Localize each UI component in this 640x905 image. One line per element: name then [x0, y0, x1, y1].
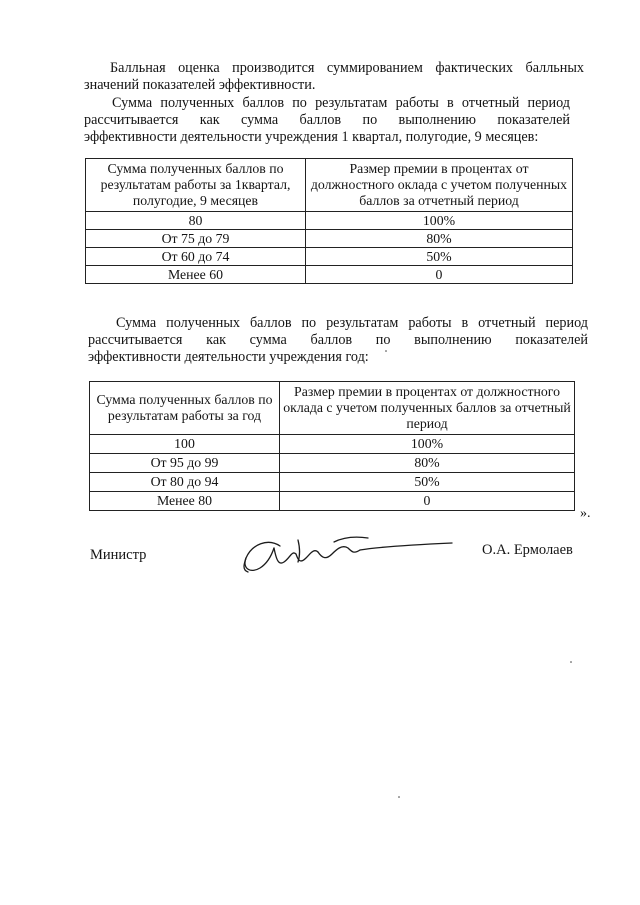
- scan-speck: [398, 796, 400, 798]
- annual-bonus-table: [89, 381, 575, 511]
- table-cell: 80%: [280, 454, 575, 473]
- table-cell: 100%: [306, 212, 573, 230]
- paragraph-line: Балльная оценка производится суммированием фактических балльных: [110, 60, 584, 76]
- signatory-title: Министр: [90, 547, 147, 563]
- table-row: [86, 212, 573, 230]
- table-cell: Менее 60: [86, 266, 306, 284]
- paragraph-quarterly-sum: [84, 95, 570, 146]
- table-cell: От 80 до 94: [90, 473, 280, 492]
- table-row: [90, 454, 575, 473]
- table-header-cell: Размер премии в процентах от должностного оклада с учетом полученных баллов за отчетный период: [280, 382, 575, 435]
- table-cell: 50%: [280, 473, 575, 492]
- table-cell: 80: [86, 212, 306, 230]
- table-cell: 100%: [280, 435, 575, 454]
- paragraph-annual-sum: [88, 315, 588, 366]
- table-row: [86, 230, 573, 248]
- table-cell: 80%: [306, 230, 573, 248]
- paragraph-line: рассчитывается как сумма баллов по выполнению показателей: [88, 332, 588, 348]
- paragraph-line: рассчитывается как сумма баллов по выполнению показателей: [84, 112, 570, 128]
- table-header-row: [86, 159, 573, 212]
- table-row: [90, 473, 575, 492]
- closing-quote-mark: ».: [580, 506, 591, 521]
- table-cell: 100: [90, 435, 280, 454]
- scan-speck: [570, 661, 572, 663]
- paragraph-line: Сумма полученных баллов по результатам работы в отчетный период: [116, 315, 588, 331]
- table-cell: 0: [280, 492, 575, 511]
- table-cell: 0: [306, 266, 573, 284]
- table-row: [86, 248, 573, 266]
- quarterly-bonus-table: [85, 158, 573, 284]
- handwritten-signature: [238, 528, 458, 580]
- table-cell: От 95 до 99: [90, 454, 280, 473]
- table-cell: От 75 до 79: [86, 230, 306, 248]
- signatory-name: О.А. Ермолаев: [482, 542, 573, 558]
- table-cell: От 60 до 74: [86, 248, 306, 266]
- table-row: [90, 435, 575, 454]
- table-header-cell: Сумма полученных баллов по результатам работы за год: [90, 382, 280, 435]
- table-cell: Менее 80: [90, 492, 280, 511]
- table-header-row: [90, 382, 575, 435]
- paragraph-scoring-method: [84, 60, 584, 94]
- paragraph-line: эффективности деятельности учреждения 1 квартал, полугодие, 9 месяцев:: [84, 129, 539, 145]
- table-header-cell: Размер премии в процентах от должностного оклада с учетом полученных баллов за отчетный период: [306, 159, 573, 212]
- paragraph-line: Сумма полученных баллов по результатам работы в отчетный период: [112, 95, 570, 111]
- paragraph-line: значений показателей эффективности.: [84, 77, 316, 93]
- table-cell: 50%: [306, 248, 573, 266]
- table-row: [86, 266, 573, 284]
- table-header-cell: Сумма полученных баллов по результатам работы за 1квартал, полугодие, 9 месяцев: [86, 159, 306, 212]
- paragraph-line: эффективности деятельности учреждения год:: [88, 349, 369, 365]
- table-row: [90, 492, 575, 511]
- scan-speck: [385, 350, 387, 352]
